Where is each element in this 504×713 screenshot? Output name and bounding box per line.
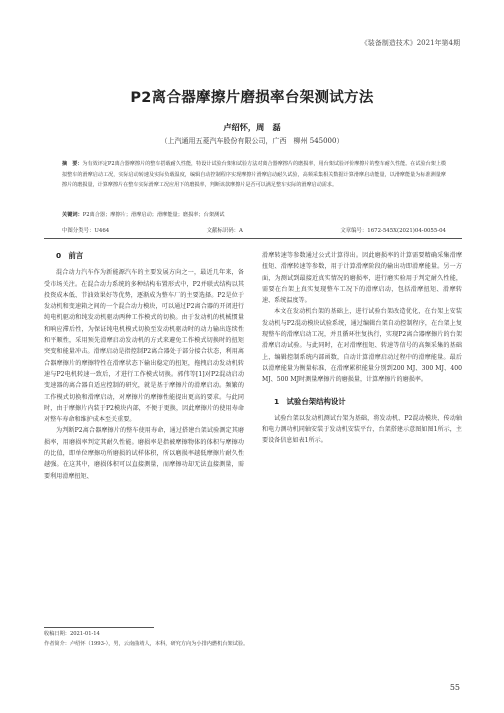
paragraph: 滑摩转速等参数通过公式计算得出。因此磨损率的计算需要精确采集滑摩扭矩、滑摩转速等参数，用于计算滑摩阶段的输出功即滑摩能量。另一方面，为测试到最接近真实情况的磨损率，进行磨实验用于判定耐久性能，需要在台架上真实复现整车工况下的滑摩启动，包括滑摩扭矩、滑摩转速、系统温度等。 bbox=[262, 252, 462, 305]
paragraph: 本文在发动机台架的基础上，进行试验台架改造优化，在台架上安装发动机与P2混动模块试验系统，通过编辑台架自动控制程序，在台架上复现整车的滑摩启动工况，并且循环往复执行，实现P2离合器摩擦片的台架滑摩启动试验。与此同时，在对滑摩扭矩、转速等信号的高频采集的基础上，编辑控制系统内部函数，自动计算滑摩启动过程中的滑摩能量。最后以滑摩能量为衡量标准，在滑摩累积能量分别到200 MJ、300 MJ、400 MJ、500 MJ时测量摩擦片的磨损量，计算摩擦片的磨损率。 bbox=[262, 308, 462, 384]
author-bio: 作者简介：卢绍怀（1993-），男，云南曲靖人，本科，研究方向为小排内燃机台架试验。 bbox=[44, 641, 249, 647]
section-heading-1: 1 试验台架结构设计 bbox=[274, 396, 346, 406]
abstract-label: 摘 要： bbox=[62, 161, 83, 167]
received-date: 收稿日期：2021-01-14 bbox=[44, 631, 100, 637]
class-number: 中图分类号：U464 bbox=[62, 228, 110, 234]
page-number: 55 bbox=[449, 683, 460, 692]
abstract bbox=[62, 159, 446, 191]
article-number: 文章编号：1672-545X(2021)04-0055-04 bbox=[340, 228, 446, 234]
document-code: 文献标识码：A bbox=[206, 228, 243, 234]
keywords-label: 关键词： bbox=[62, 212, 83, 218]
keywords-text: P2离合器；摩擦片；滑摩启动；滑摩能量；磨损率；台架测试 bbox=[82, 212, 225, 218]
left-column bbox=[44, 250, 244, 482]
section-heading-intro: 0 前言 bbox=[56, 251, 84, 260]
journal-header: 《装备制造技术》2021年第4期 bbox=[360, 39, 460, 47]
keywords bbox=[62, 211, 446, 218]
footnote-rule bbox=[44, 627, 154, 628]
affiliation: （上汽通用五菱汽车股份有限公司，广西 柳州 545000） bbox=[160, 137, 344, 145]
paragraph: 试验台架以发动机测试台架为基础，将发动机、P2混动模块、传动轴和电力测功机同轴安装于发动机安装平台，台架搭建示意图如图1所示，主要设备信息如表1所示。 bbox=[262, 414, 462, 445]
paragraph: 为判断P2离合器摩擦片的整车使用寿命，通过搭建台架试验测定其磨损率，用磨损率判定其耐久性能。磨损率是指被摩擦物体的体积与摩擦功的比值，即单位摩擦功所磨损的试样体积，所以磨损率越低摩擦片耐久性越强。在这其中，磨损体积可以直接测量，而摩擦功却无法直接测量，需要利用滑摩扭矩、 bbox=[44, 427, 244, 480]
abstract-text: 为有效评定P2离合器摩擦片的整车搭载耐久性能，特设计试验台架和试验方法对离合器摩擦片的磨损率，用台架试验评价摩擦片的整车耐久性能。在试验台架上模拟整车的滑摩启动工况，实际启动转速及实际负载温度，编辑自动控制程序实现摩擦片滑摩启动耐久试验，高频采集相关数据计算滑摩启动能量，以滑摩能量为标准测量摩擦片的磨损量，计算摩擦片在整车实际滑摩工况应用下的磨损率，判断该款摩擦片是否可以满足整车实际的滑摩启动需求。 bbox=[62, 161, 446, 188]
classification-line bbox=[62, 226, 446, 234]
header-rule bbox=[44, 238, 462, 239]
right-column bbox=[262, 250, 462, 447]
authors: 卢绍怀，周 磊 bbox=[223, 122, 281, 132]
paper-title: P2离合器摩擦片磨损率台架测试方法 bbox=[130, 90, 374, 106]
paragraph: 混合动力汽车作为新能源汽车的主要发展方向之一，最近几年来，备受市场关注。在混合动力系统的多种结构布置形式中，P2并联式结构以其投资成本低、节油效果好等优势，逐渐成为整车厂的主要选择。P2是位于发动机和变速箱之间的一个混合动力模块，可以通过P2离合器的开闭进行纯电机驱动和纯发动机驱动两种工作模式的切换。由于发动机的机械惯量和响应滞后性，为保证纯电机模式切换至发动机驱动时的动力输出连续性和平顺性，采用预先滑摩启动发动机的方式来避免工作模式切换时的扭矩突变和能量冲击。滑摩启动是指控制P2离合器处于部分接合状态，利用离合器摩擦片的摩擦特性在滑摩状态下输出稳定的扭矩，拖拽启动发动机转速与P2电机转速一致后，才进行工作模式切换。郭伟等[1]对P2混动启动变速器的离合器自适应控制的研究，就是基于摩擦片的滑摩启动。频繁的工作模式切换和滑摩启动，对摩擦片的摩擦性能提出更高的要求。与此同时，由于摩擦片内装于P2模块内部，不便于更换，因此摩擦片的使用寿命对整车寿命和维护成本至关重要。 bbox=[44, 269, 244, 424]
